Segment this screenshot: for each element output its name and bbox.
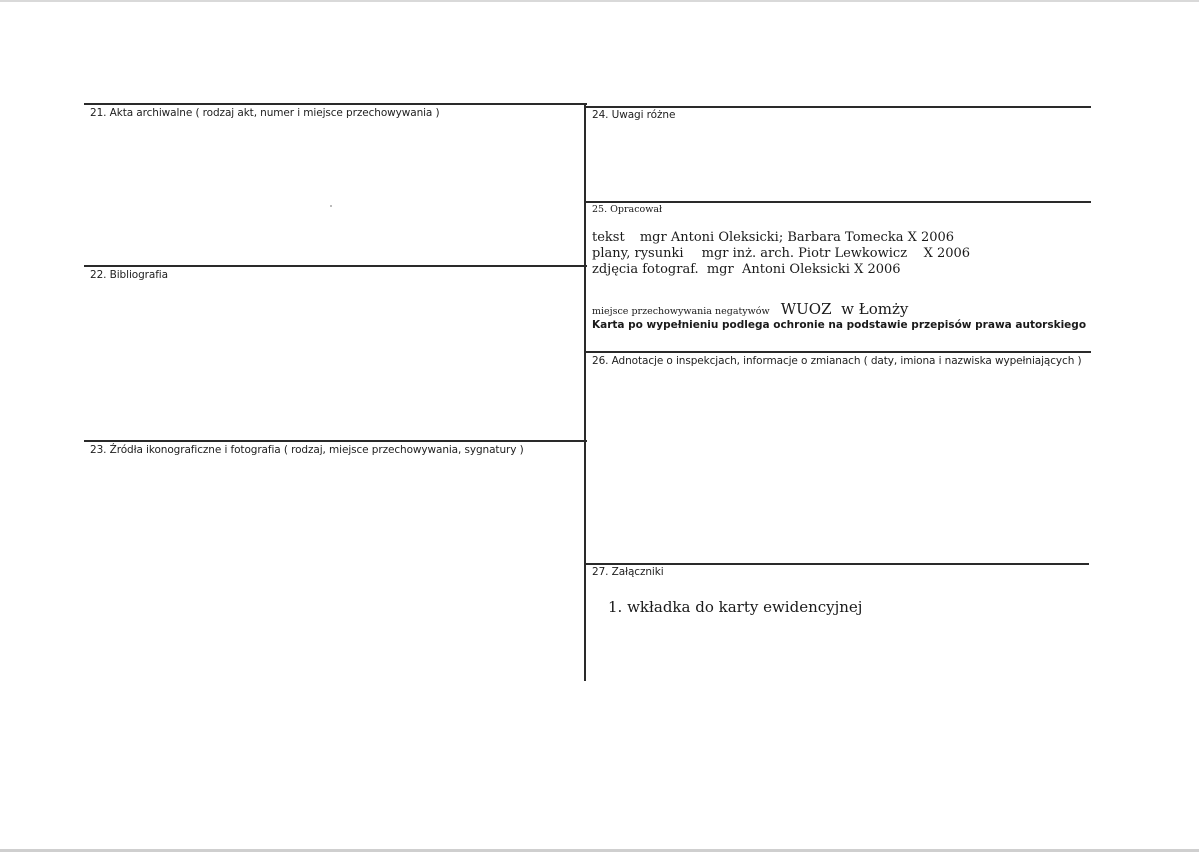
- author-value-plans: mgr inż. arch. Piotr Lewkowicz X 2006: [701, 246, 971, 261]
- page-top-edge: [0, 0, 1199, 2]
- author-value-photos: mgr Antoni Oleksicki X 2006: [706, 262, 901, 277]
- section-25-rule: [586, 201, 1091, 203]
- author-role-photos: zdjęcia fotograf.: [592, 262, 699, 277]
- section-26-rule: [586, 351, 1091, 353]
- copyright-note: Karta po wypełnieniu podlega ochronie na podstawie przepisów prawa autorskiego: [592, 319, 1087, 331]
- author-row-text: [592, 230, 954, 245]
- author-role-text: tekst: [592, 230, 625, 245]
- section-23-rule: [84, 440, 587, 442]
- section-27-rule: [586, 563, 1089, 565]
- section-21-rule: [84, 103, 587, 105]
- section-25-label: 25. Opracował: [592, 204, 663, 215]
- section-23-label: 23. Źródła ikonograficzne i fotografia ( rodzaj, miejsce przechowywania, sygnatury ): [90, 444, 524, 456]
- negatives-value: WUOZ w Łomży: [780, 300, 909, 318]
- author-row-plans: [592, 246, 970, 261]
- section-26-label: 26. Adnotacje o inspekcjach, informacje o zmianach ( daty, imiona i nazwiska wypełniających ): [592, 355, 1082, 367]
- section-22-rule: [84, 265, 587, 267]
- section-24-label: 24. Uwagi różne: [592, 109, 676, 121]
- author-row-photos: [592, 262, 901, 277]
- attachment-item: 1. wkładka do karty ewidencyjnej: [608, 598, 863, 616]
- scan-speck: [330, 205, 332, 207]
- column-divider: [584, 103, 586, 681]
- negatives-label: miejsce przechowywania negatywów: [592, 306, 770, 317]
- negatives-row: [592, 299, 908, 318]
- section-27-label: 27. Załączniki: [592, 566, 664, 578]
- author-value-text: mgr Antoni Oleksicki; Barbara Tomecka X 2006: [639, 230, 955, 245]
- section-21-label: 21. Akta archiwalne ( rodzaj akt, numer i miejsce przechowywania ): [90, 107, 440, 119]
- section-22-label: 22. Bibliografia: [90, 269, 168, 281]
- section-24-rule: [586, 106, 1091, 108]
- author-role-plans: plany, rysunki: [592, 246, 684, 261]
